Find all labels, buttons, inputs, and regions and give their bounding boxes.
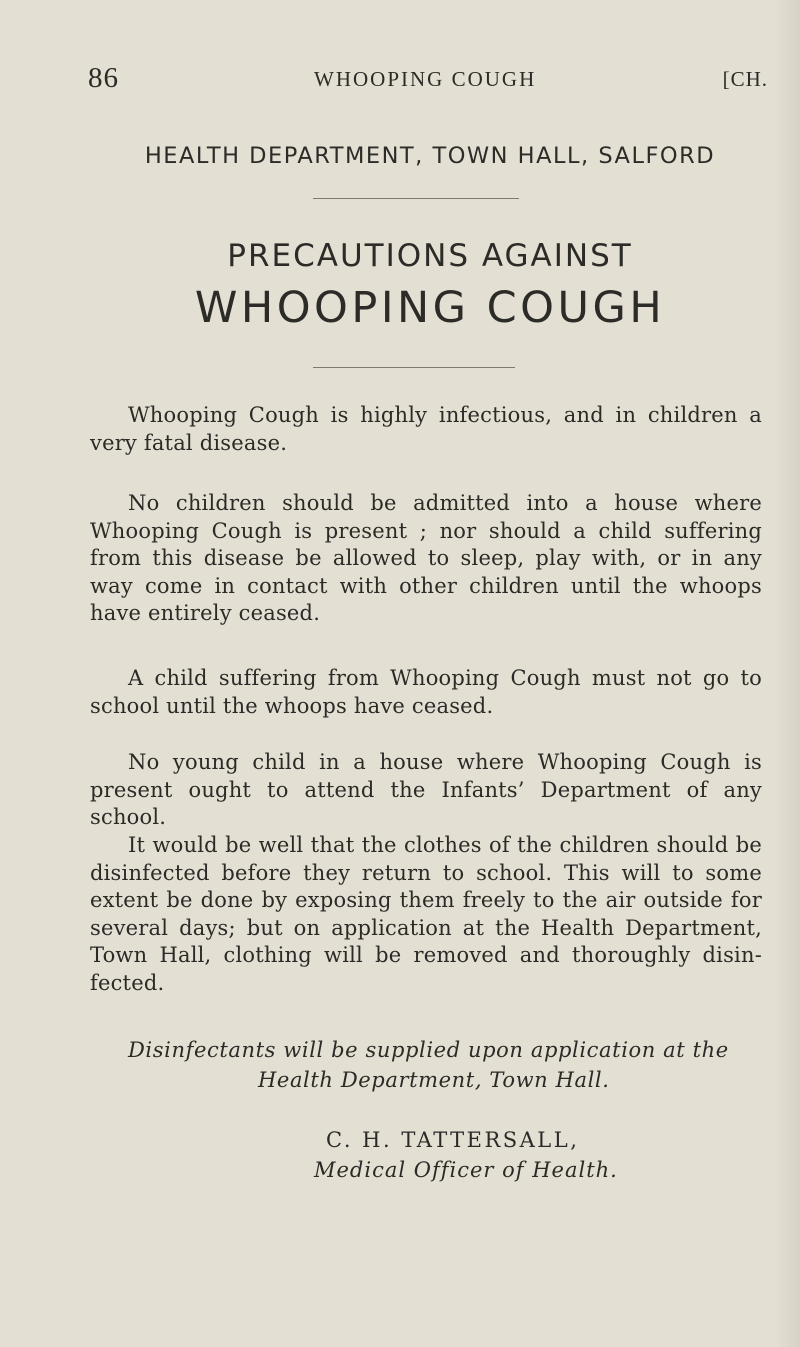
running-head <box>88 62 768 102</box>
department-heading: HEALTH DEPARTMENT, TOWN HALL, SALFORD <box>144 143 716 169</box>
disinfectant-note-line: Disinfectants will be supplied upon application at the <box>128 1038 729 1062</box>
divider-rule <box>313 198 519 199</box>
page-number: 86 <box>88 62 119 94</box>
disinfectant-note-line: Health Department, Town Hall. <box>258 1068 610 1092</box>
notice-paragraph: It would be well that the clothes of the children should be disinfected before they return to school. This will to some extent be done by exposing them freely to the air outside for several days; but on application at the Health Department, Town Hall, clothing will be removed and thoroughly disin-fected. <box>90 833 762 995</box>
running-chapter: [CH. <box>722 67 768 91</box>
notice-paragraph: A child suffering from Whooping Cough must not go to school until the whoops have ceased. <box>90 666 762 718</box>
notice-paragraph: No children should be admitted into a house where Whooping Cough is present ; nor should a child suffering from this disease be allowed to sleep, play with, or in any way come in contact with other children until the whoops have entirely ceased. <box>90 491 762 625</box>
precautions-heading: PRECAUTIONS AGAINST <box>227 238 633 274</box>
divider-rule <box>313 367 515 368</box>
signature-block <box>100 1125 780 1185</box>
signatory-title: Medical Officer of Health. <box>314 1158 618 1182</box>
disinfectant-note <box>90 1035 770 1095</box>
notice-paragraph: No young child in a house where Whooping Cough is present ought to attend the Infants’ Department of any school. <box>90 750 762 829</box>
running-title: WHOOPING COUGH <box>314 67 537 91</box>
notice-title: WHOOPING COUGH <box>194 283 666 333</box>
signatory-name: C. H. TATTERSALL, <box>326 1128 580 1152</box>
notice-paragraph: Whooping Cough is highly infectious, and in children a very fatal disease. <box>90 403 762 455</box>
